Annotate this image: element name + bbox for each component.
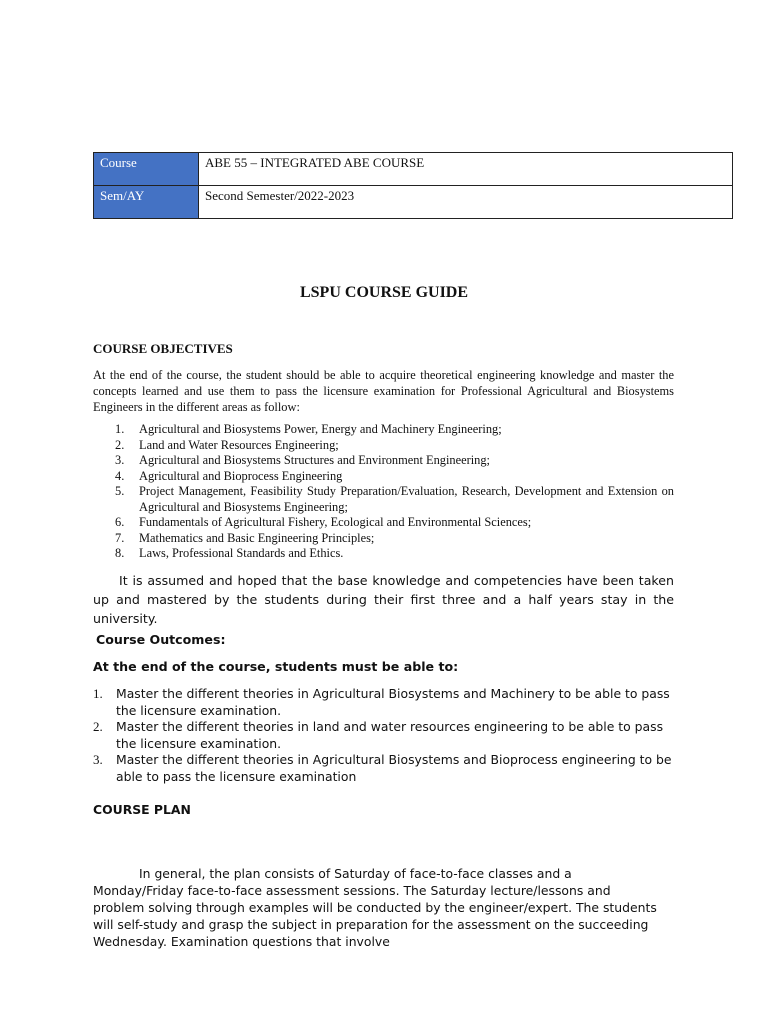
list-text: Master the different theories in Agricultural Biosystems and Bioprocess engineering to be able to pass the licensure examination xyxy=(116,752,672,784)
list-text: Master the different theories in land and water resources engineering to be able to pass the licensure examination. xyxy=(116,719,664,751)
list-text: Fundamentals of Agricultural Fishery, Ecological and Environmental Sciences; xyxy=(139,515,532,529)
course-outcomes-heading: Course Outcomes: xyxy=(96,632,226,647)
list-number: 2. xyxy=(115,437,125,452)
list-text: Master the different theories in Agricultural Biosystems and Machinery to be able to pass the licensure examination. xyxy=(116,686,670,718)
assumption-paragraph: It is assumed and hoped that the base knowledge and competencies have been taken up and mastered by the students during their first three and a half years stay in the university. xyxy=(93,573,674,626)
course-value: ABE 55 – INTEGRATED ABE COURSE xyxy=(199,153,733,186)
course-info-table xyxy=(93,152,733,219)
list-item xyxy=(93,469,674,485)
list-number: 5. xyxy=(115,484,125,498)
list-number: 7. xyxy=(115,530,125,545)
list-text: Mathematics and Basic Engineering Principles; xyxy=(139,530,375,545)
list-text: Agricultural and Bioprocess Engineering xyxy=(139,468,343,483)
list-item xyxy=(93,752,683,785)
list-number: 3. xyxy=(115,453,125,467)
course-label: Course xyxy=(94,153,199,186)
course-row xyxy=(94,153,733,186)
list-item xyxy=(93,484,674,515)
list-number: 6. xyxy=(115,515,125,529)
list-text: Agricultural and Biosystems Structures and Environment Engineering; xyxy=(139,453,490,467)
outcomes-list xyxy=(93,686,683,785)
list-item xyxy=(93,719,683,752)
list-number: 1. xyxy=(93,686,103,701)
list-text: Agricultural and Biosystems Power, Energy and Machinery Engineering; xyxy=(139,422,502,436)
list-number: 1. xyxy=(115,422,125,436)
objectives-list xyxy=(93,422,674,562)
list-item xyxy=(93,453,674,469)
list-item xyxy=(93,422,674,438)
course-plan-heading: COURSE PLAN xyxy=(93,802,191,817)
semester-row xyxy=(94,186,733,219)
semester-value: Second Semester/2022-2023 xyxy=(199,186,733,219)
list-number: 3. xyxy=(93,752,103,767)
page-title: LSPU COURSE GUIDE xyxy=(299,284,469,301)
list-item xyxy=(93,531,674,547)
course-plan-paragraph: In general, the plan consists of Saturday of face-to-face classes and a Monday/Friday face-to-face assessment sessions. The Saturday lecture/lessons and problem solving through examples will be conducted by the engineer/expert. The students will self-study and grasp the subject in preparation for the assessment on the succeeding Wednesday. Examination questions that involve xyxy=(93,866,657,949)
list-text: Land and Water Resources Engineering; xyxy=(139,437,339,452)
list-text: Project Management, Feasibility Study Preparation/Evaluation, Research, Development and Extension on Agricultural and Biosystems Engineering; xyxy=(139,484,674,514)
list-item xyxy=(93,546,674,562)
list-item xyxy=(93,515,674,531)
list-number: 8. xyxy=(115,546,125,560)
course-objectives-intro: At the end of the course, the student should be able to acquire theoretical engineering knowledge and master the concepts learned and use them to pass the licensure examination for Professional Agricultural and Biosystems Engineers in the different areas as follow: xyxy=(93,368,674,414)
course-outcomes-intro: At the end of the course, students must be able to: xyxy=(93,659,459,674)
list-item xyxy=(93,438,674,454)
list-item xyxy=(93,686,683,719)
list-number: 4. xyxy=(115,468,125,483)
list-text: Laws, Professional Standards and Ethics. xyxy=(139,546,344,560)
course-objectives-heading: COURSE OBJECTIVES xyxy=(93,341,233,356)
semester-label: Sem/AY xyxy=(94,186,199,219)
list-number: 2. xyxy=(93,719,103,734)
